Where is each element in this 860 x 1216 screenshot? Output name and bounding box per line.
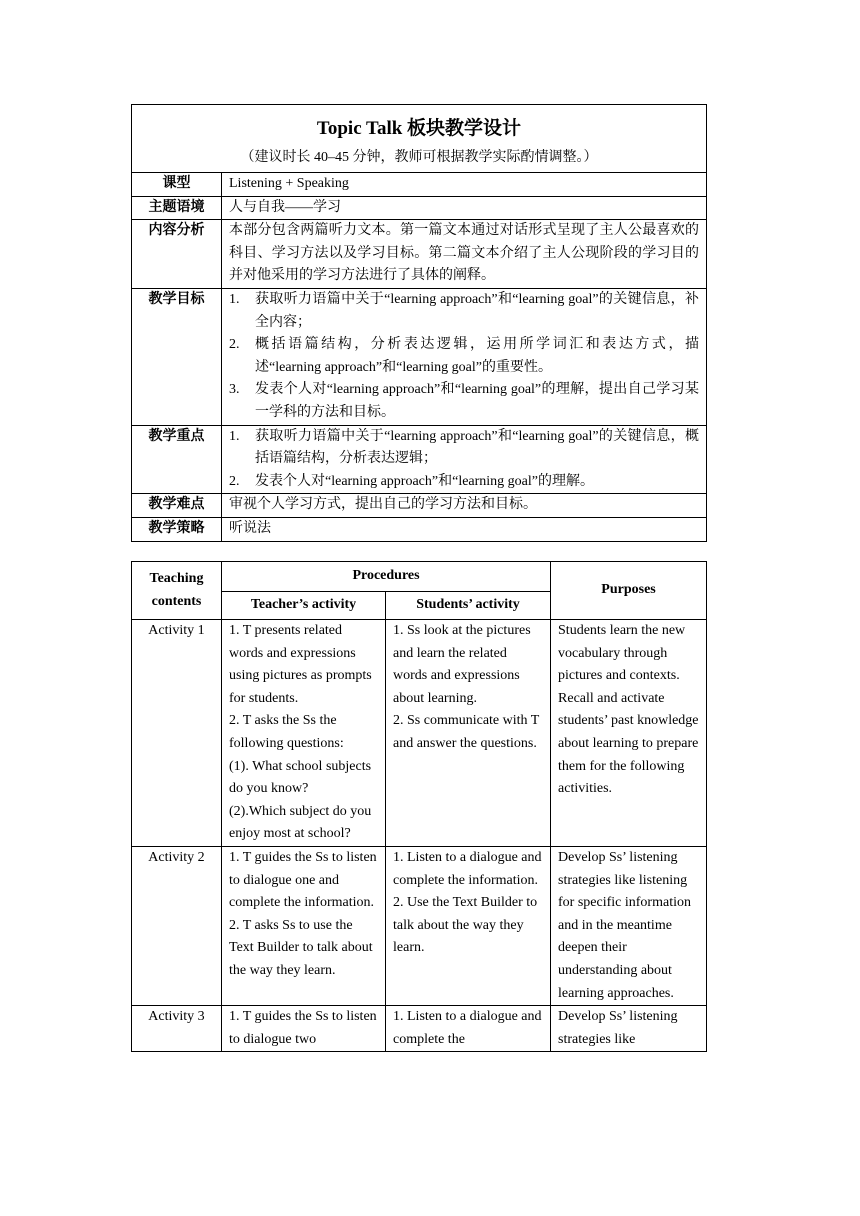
row-strategy [132, 517, 707, 541]
list-item [229, 379, 699, 424]
table-row [132, 620, 707, 847]
activity-label: Activity 2 [132, 846, 222, 1005]
text-line: 2. Ss communicate with T and answer the questions. [393, 713, 540, 751]
header-row [132, 562, 707, 592]
row-value: 审视个人学习方式，提出自己的学习方法和目标。 [222, 494, 707, 518]
title-row [132, 105, 707, 173]
students-activity-cell [386, 620, 551, 847]
item-text: 发表个人对“learning approach”和“learning goal”的理解。 [255, 473, 595, 489]
list-item [229, 471, 699, 494]
purpose-cell [551, 620, 707, 847]
row-difficulty [132, 494, 707, 518]
row-value [222, 288, 707, 425]
row-theme [132, 196, 707, 220]
row-label: 教学策略 [132, 517, 222, 541]
header-procedures: Procedures [222, 562, 551, 592]
header-students-activity: Students’ activity [386, 592, 551, 620]
header-purposes: Purposes [551, 562, 707, 620]
item-number: 2. [229, 473, 240, 489]
teacher-activity-cell [222, 620, 386, 847]
goals-list [229, 289, 699, 425]
text-line: 2. Use the Text Builder to talk about the way they learn. [393, 895, 538, 956]
header-teaching-contents: Teaching contents [132, 562, 222, 620]
row-label: 教学重点 [132, 425, 222, 494]
item-number: 3. [229, 382, 240, 398]
row-label: 教学目标 [132, 288, 222, 425]
table-row [132, 1006, 707, 1052]
row-value: Listening + Speaking [222, 173, 707, 197]
title-cell [132, 105, 707, 173]
text-line: 1. Listen to a dialogue and complete the information. [393, 849, 542, 888]
row-value: 本部分包含两篇听力文本。第一篇文本通过对话形式呈现了主人公最喜欢的科目、学习方法以及学习目标。第二篇文本介绍了主人公现阶段的学习目的并对他采用的学习方法进行了具体的阐释。 [222, 220, 707, 289]
item-number: 2. [229, 337, 240, 353]
teacher-activity-cell [222, 846, 386, 1005]
row-label: 内容分析 [132, 220, 222, 289]
text-line: (2).Which subject do you enjoy most at school? [229, 803, 372, 842]
item-text: 发表个人对“learning approach”和“learning goal”的理解，提出自己学习某一学科的方法和目标。 [255, 382, 699, 420]
text-line: 1. T guides the Ss to listen to dialogue one and complete the information. [229, 849, 377, 911]
text-line: Develop Ss’ listening strategies like [558, 1009, 678, 1047]
row-value [222, 425, 707, 494]
row-focus [132, 425, 707, 494]
text-line: 1. T guides the Ss to listen to dialogue two [229, 1009, 377, 1047]
procedures-table [131, 561, 707, 1052]
row-label: 主题语境 [132, 196, 222, 220]
list-item [229, 289, 699, 334]
item-text: 获取听力语篇中关于“learning approach”和“learning goal”的关键信息，概括语篇结构，分析表达逻辑； [255, 428, 699, 467]
item-text: 获取听力语篇中关于“learning approach”和“learning goal”的关键信息，补全内容； [255, 291, 699, 330]
purpose-cell [551, 846, 707, 1005]
page-subtitle: （建议时长 40–45 分钟，教师可根据教学实际酌情调整。） [240, 150, 598, 165]
row-label: 教学难点 [132, 494, 222, 518]
page-title: Topic Talk 板块教学设计 [316, 118, 522, 139]
lesson-overview-table [131, 104, 707, 542]
item-number: 1. [229, 428, 240, 444]
text-line: 1. T presents related words and expressions using pictures as prompts for students. [229, 623, 372, 706]
purpose-cell [551, 1006, 707, 1052]
table-row [132, 846, 707, 1005]
text-line: Students learn the new vocabulary through pictures and contexts. Recall and activate students’ past knowledge about learning to prepare them for the following activities. [558, 623, 699, 797]
teacher-activity-cell [222, 1006, 386, 1052]
row-value: 人与自我——学习 [222, 196, 707, 220]
text-line: (1). What school subjects do you know? [229, 758, 372, 797]
activity-label: Activity 3 [132, 1006, 222, 1052]
row-analysis [132, 220, 707, 289]
activity-label: Activity 1 [132, 620, 222, 847]
list-item [229, 426, 699, 471]
students-activity-cell [386, 1006, 551, 1052]
row-type [132, 173, 707, 197]
focus-list [229, 426, 699, 494]
row-label: 课型 [132, 173, 222, 197]
row-goals [132, 288, 707, 425]
students-activity-cell [386, 846, 551, 1005]
row-value: 听说法 [222, 517, 707, 541]
text-line: Develop Ss’ listening strategies like listening for specific information and in the meantime deepen their understanding about learning approaches. [558, 849, 691, 1001]
text-line: 2. T asks Ss to use the Text Builder to talk about the way they learn. [229, 917, 373, 978]
text-line: 1. Listen to a dialogue and complete the [393, 1009, 542, 1047]
text-line: 2. T asks the Ss the following questions: [229, 713, 344, 751]
header-teacher-activity: Teacher’s activity [222, 592, 386, 620]
item-number: 1. [229, 291, 240, 307]
item-text: 概括语篇结构，分析表达逻辑，运用所学词汇和表达方式，描述“learning approach”和“learning goal”的重要性。 [255, 337, 699, 375]
list-item [229, 334, 699, 379]
text-line: 1. Ss look at the pictures and learn the related words and expressions about learning. [393, 623, 531, 706]
